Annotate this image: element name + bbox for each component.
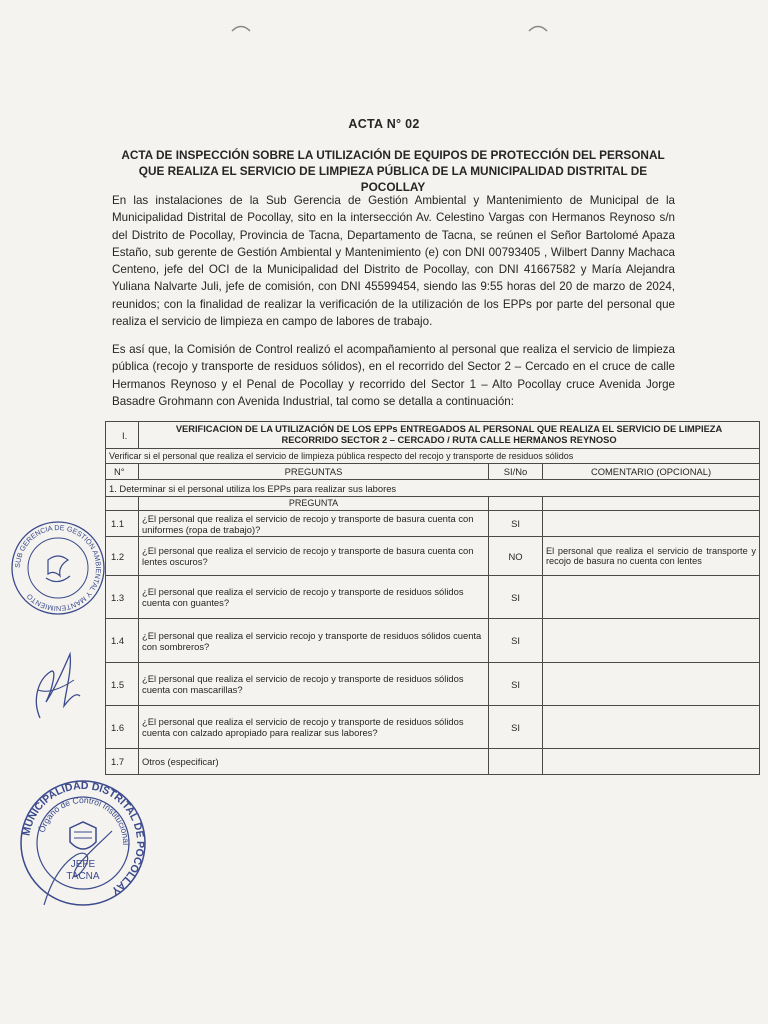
table-row bbox=[106, 706, 760, 749]
intro-paragraph: En las instalaciones de la Sub Gerencia de Gestión Ambiental y Mantenimiento de Municipal de la Municipalidad Distrital de Pocollay, sito en la intersección Av. Celestino Vargas con Hermanos Reynoso s/n del Distrito de Pocollay, Provincia de Tacna, Departamento de Tacna, se reúnen el Señor Bartolomé Apaza Estaño, sub gerente de Gestión Ambiental y Mantenimiento (e) con DNI 00793405 , Wilbert Danny Machaca Centeno, jefe del OCI de la Municipalidad del Distrito de Pocollay, con DNI 41667582 y María Alejandra Yuliana Nalvarte Juli, jefe de comisión, con DNI 45599454, siendo las 9:55 horas del 20 de marzo de 2024, reunidos; con la finalidad de realizar la verificación de la utilización de los EPPs por parte del personal que realiza el servicio de limpieza en campo de labores de trabajo. bbox=[112, 194, 675, 329]
section-1-label: 1. Determinar si el personal utiliza los EPPs para realizar sus labores bbox=[106, 480, 760, 497]
table-subtitle-row bbox=[106, 449, 760, 464]
table-row bbox=[106, 537, 760, 576]
row-comment bbox=[543, 706, 760, 749]
question-header: PREGUNTA bbox=[139, 497, 489, 511]
row-comment bbox=[543, 576, 760, 619]
row-answer: SI bbox=[489, 511, 543, 537]
column-header-row bbox=[106, 464, 760, 480]
row-question: ¿El personal que realiza el servicio de recojo y transporte de residuos sólidos cuenta con guantes? bbox=[139, 576, 489, 619]
column-header-number: N° bbox=[106, 464, 139, 480]
row-number: 1.1 bbox=[106, 511, 139, 537]
section-title-line-2: RECORRIDO SECTOR 2 – CERCADO / RUTA CALLE HERMANOS REYNOSO bbox=[281, 435, 617, 445]
seal-1-ring-text: SUB GERENCIA DE GESTIÓN AMBIENTAL Y MANTENIMIENTO bbox=[12, 522, 104, 614]
row-number: 1.5 bbox=[106, 663, 139, 706]
row-answer bbox=[489, 749, 543, 775]
column-header-comment: COMENTARIO (OPCIONAL) bbox=[543, 464, 760, 480]
row-answer: SI bbox=[489, 663, 543, 706]
row-number: 1.7 bbox=[106, 749, 139, 775]
acta-number-title: ACTA N° 02 bbox=[348, 117, 420, 131]
row-answer: NO bbox=[489, 537, 543, 576]
section-title bbox=[139, 422, 760, 449]
section-number: I. bbox=[106, 422, 139, 449]
row-answer: SI bbox=[489, 576, 543, 619]
row-comment bbox=[543, 619, 760, 663]
signature-1-mark bbox=[28, 650, 88, 730]
table-row bbox=[106, 749, 760, 775]
row-comment bbox=[543, 749, 760, 775]
row-question: ¿El personal que realiza el servicio de recojo y transporte de basura cuenta con lentes oscuros? bbox=[139, 537, 489, 576]
punch-hole-mark-left bbox=[230, 22, 252, 34]
row-question: Otros (especificar) bbox=[139, 749, 489, 775]
seal-2-city-text: TACNA bbox=[66, 871, 100, 882]
row-answer: SI bbox=[489, 706, 543, 749]
question-header-row bbox=[106, 497, 760, 511]
seal-2-inner-text: Órgano de Control Institucional bbox=[36, 794, 132, 846]
row-number: 1.2 bbox=[106, 537, 139, 576]
table-row bbox=[106, 511, 760, 537]
document-main-title: ACTA DE INSPECCIÓN SOBRE LA UTILIZACIÓN DE EQUIPOS DE PROTECCIÓN DEL PERSONAL QUE REALIZA EL SERVICIO DE LIMPIEZA PÚBLICA DE LA MUNICIPALIDAD DISTRITAL DE POCOLLAY bbox=[121, 148, 665, 194]
row-question: ¿El personal que realiza el servicio de recojo y transporte de basura cuenta con uniformes (ropa de trabajo)? bbox=[139, 511, 489, 537]
table-row bbox=[106, 576, 760, 619]
table-header-row bbox=[106, 422, 760, 449]
column-header-questions: PREGUNTAS bbox=[139, 464, 489, 480]
row-comment bbox=[543, 663, 760, 706]
table-row bbox=[106, 619, 760, 663]
sub-gerencia-seal-stamp bbox=[8, 518, 108, 623]
table-subtitle: Verificar si el personal que realiza el servicio de limpieza pública respecto del recojo y transporte de residuos sólidos bbox=[106, 449, 760, 464]
column-header-yes-no: SI/No bbox=[489, 464, 543, 480]
inspection-table bbox=[105, 421, 760, 775]
seal-2-jefe-text: JEFE bbox=[70, 859, 96, 870]
row-number: 1.4 bbox=[106, 619, 139, 663]
row-question: ¿El personal que realiza el servicio de recojo y transporte de residuos sólidos cuenta con calzado apropiado para realizar sus labores? bbox=[139, 706, 489, 749]
row-answer: SI bbox=[489, 619, 543, 663]
row-comment: El personal que realiza el servicio de transporte y recojo de basura no cuenta con lentes bbox=[543, 537, 760, 576]
row-comment bbox=[543, 511, 760, 537]
row-number: 1.6 bbox=[106, 706, 139, 749]
svg-text:SUB GERENCIA DE GESTIÓN AMBIEN bbox=[13, 523, 103, 613]
route-paragraph: Es así que, la Comisión de Control realizó el acompañamiento al personal que realiza el servicio de limpieza pública (recojo y transporte de residuos sólidos), en el recorrido del Sector 2 – Cercado en el cruce de calle Hermanos Reynoso y el Penal de Pocollay y recorrido del Sector 1 – Alto Pocollay cruce Avenida Jorge Basadre Grohmann con Avenida Industrial, tal como se detalla a continuación: bbox=[112, 343, 675, 408]
row-question: ¿El personal que realiza el servicio recojo y transporte de residuos sólidos cuenta con sombreros? bbox=[139, 619, 489, 663]
signature-2-mark bbox=[30, 825, 120, 920]
row-number: 1.3 bbox=[106, 576, 139, 619]
section-1-row bbox=[106, 480, 760, 497]
section-title-line-1: VERIFICACION DE LA UTILIZACIÓN DE LOS EPPs ENTREGADOS AL PERSONAL QUE REALIZA EL SERVICIO DE LIMPIEZA bbox=[175, 424, 723, 434]
punch-hole-mark-right bbox=[527, 22, 549, 34]
row-question: ¿El personal que realiza el servicio de recojo y transporte de residuos sólidos cuenta con mascarillas? bbox=[139, 663, 489, 706]
table-row bbox=[106, 663, 760, 706]
seal-2-ring-text: MUNICIPALIDAD DISTRITAL DE POCOLLAY bbox=[20, 779, 147, 897]
